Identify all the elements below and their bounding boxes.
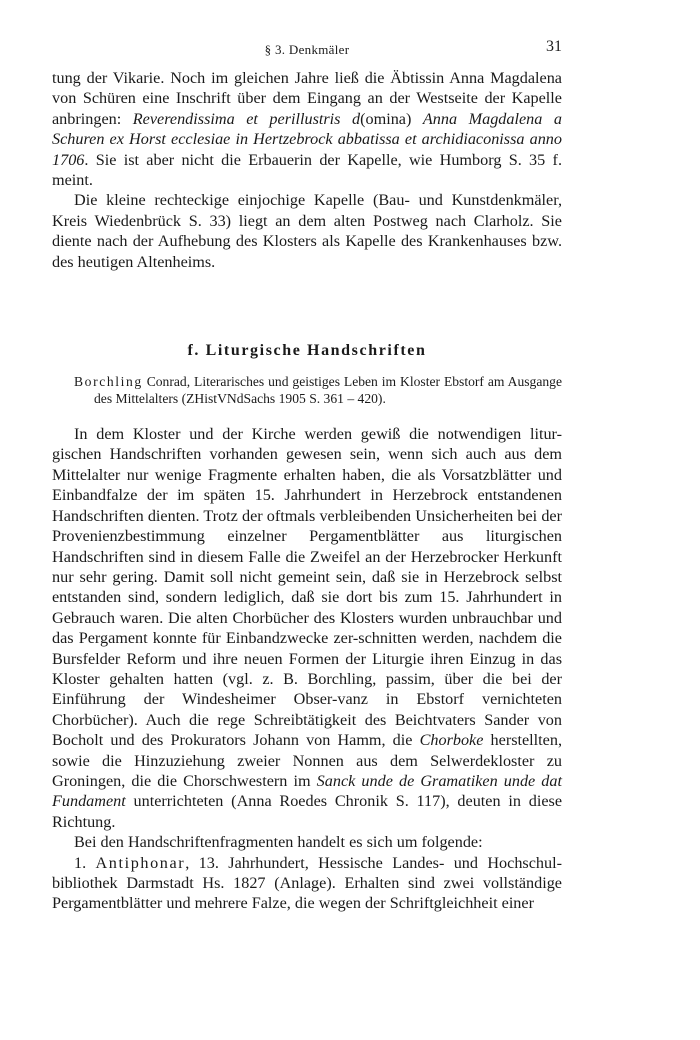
book-page xyxy=(52,38,562,914)
running-header xyxy=(52,38,562,62)
section-heading: f. Liturgische Handschriften xyxy=(187,342,427,360)
italic-term-sanck: Sanck unde de Gramatiken unde dat Fundament xyxy=(52,771,562,811)
paragraph-chapel-description: Die kleine rechteckige einjochige Kapelle (Bau- und Kunstdenkmäler, Kreis Wiedenbrück S. 33) liegt an dem alten Postweg nach Clarholz. Sie diente nach der Aufhebung des Klosters als Kapelle des Krankenhauses bzw. des heutigen Altenheims. xyxy=(52,191,562,271)
bibliography-entry xyxy=(52,373,562,407)
text-segment: (omina) xyxy=(360,109,423,128)
text-segment: herstellten, sowie die Hinzuziehung zweier Nonnen aus dem Selwerdekloster zu Groningen, die die Chorschwestern im xyxy=(52,731,563,790)
bibliography-text: Conrad, Literarisches und geistiges Leben im Kloster Ebstorf am Ausgange des Mittelalters (ZHistVNdSachs 1905 S. 361 – 420). xyxy=(94,374,562,407)
text-segment: . Sie ist aber nicht die Erbauerin der Kapelle, wie Humborg S. 35 f. meint. xyxy=(52,150,562,190)
paragraph-manuscripts xyxy=(52,424,562,832)
text-segment: In dem Kloster und der Kirche werden gewiß die notwendigen litur-gischen Handschriften vorhanden gewesen sein, wenn sich auch aus dem Mittelalter nur wenige Fragmente erhalten haben, die als Vorsatzblätter und Einbandfalze der im späten 15. Jahrhundert in Herzebrock entstandenen Handschriften dienten. Trotz der oftmals verbleibenden Unsicherheiten bei der Provenienzbestimmung einzelner Pergamentblätter aus liturgischen Handschriften sind in diesem Falle die Zweifel an der Herzebrocker Herkunft nur sehr gering. Damit soll nicht gemeint sein, daß sie in Herzebrock selbst entstanden sind, sondern lediglich, daß sie dort bis zum 15. Jahrhundert in Gebrauch waren. Die alten Chorbücher des Klosters wurden unbrauchbar und das Pergament konnte für Einbandzwecke zer-schnitten werden, nachdem die Bursfelder Reform und ihre neuen Formen der Liturgie ihren Einzug in das Kloster gehalten hatten (vgl. z. B. Borchling, passim, über die bei der Einführung der Windesheimer Obser-vanz in Ebstorf vernichteten Chorbücher). Auch die rege Schreibtätigkeit des Beichtvaters Sander von Bocholt und des Prokurators Johann von Hamm, die xyxy=(52,425,562,750)
running-title: § 3. Denkmäler xyxy=(264,42,350,57)
paragraph-antiphonar xyxy=(52,853,562,914)
text-segment: unterrichteten (Anna Roedes Chronik S. 117), deuten in diese Richtung. xyxy=(52,792,562,831)
page-number: 31 xyxy=(546,38,562,55)
italic-term-chorboke: Chorboke xyxy=(419,731,484,750)
text-segment: , 13. Jahrhundert, Hessische Landes- und Hochschul-bibliothek Darmstadt Hs. 1827 (Anlage). Erhalten sind zwei vollständige Pergamentblätter und mehrere Falze, die wegen der Schriftgleichheit einer xyxy=(52,853,562,913)
bibliography-author: Borchling xyxy=(74,374,143,390)
latin-inscription-part-2: Anna Magdalena a Schuren ex Horst ecclesiae in Hertzebrock abbatissa et archidiaconissa anno 1706 xyxy=(52,109,562,169)
paragraph-chapel-inscription xyxy=(52,68,562,190)
latin-inscription-part-1: Reverendissima et perillustris d xyxy=(132,109,361,128)
manuscript-term: Antiphonar xyxy=(95,853,186,872)
text-segment: tung der Vikarie. Noch im gleichen Jahre ließ die Äbtissin Anna Magdalena von Schüren eine Inschrift über dem Eingang an der Westseite der Kapelle anbringen: xyxy=(52,69,562,128)
list-number: 1. xyxy=(74,853,96,872)
paragraph-fragments-intro: Bei den Handschriftenfragmenten handelt es sich um folgende: xyxy=(74,833,483,852)
section-spacer xyxy=(52,272,562,342)
